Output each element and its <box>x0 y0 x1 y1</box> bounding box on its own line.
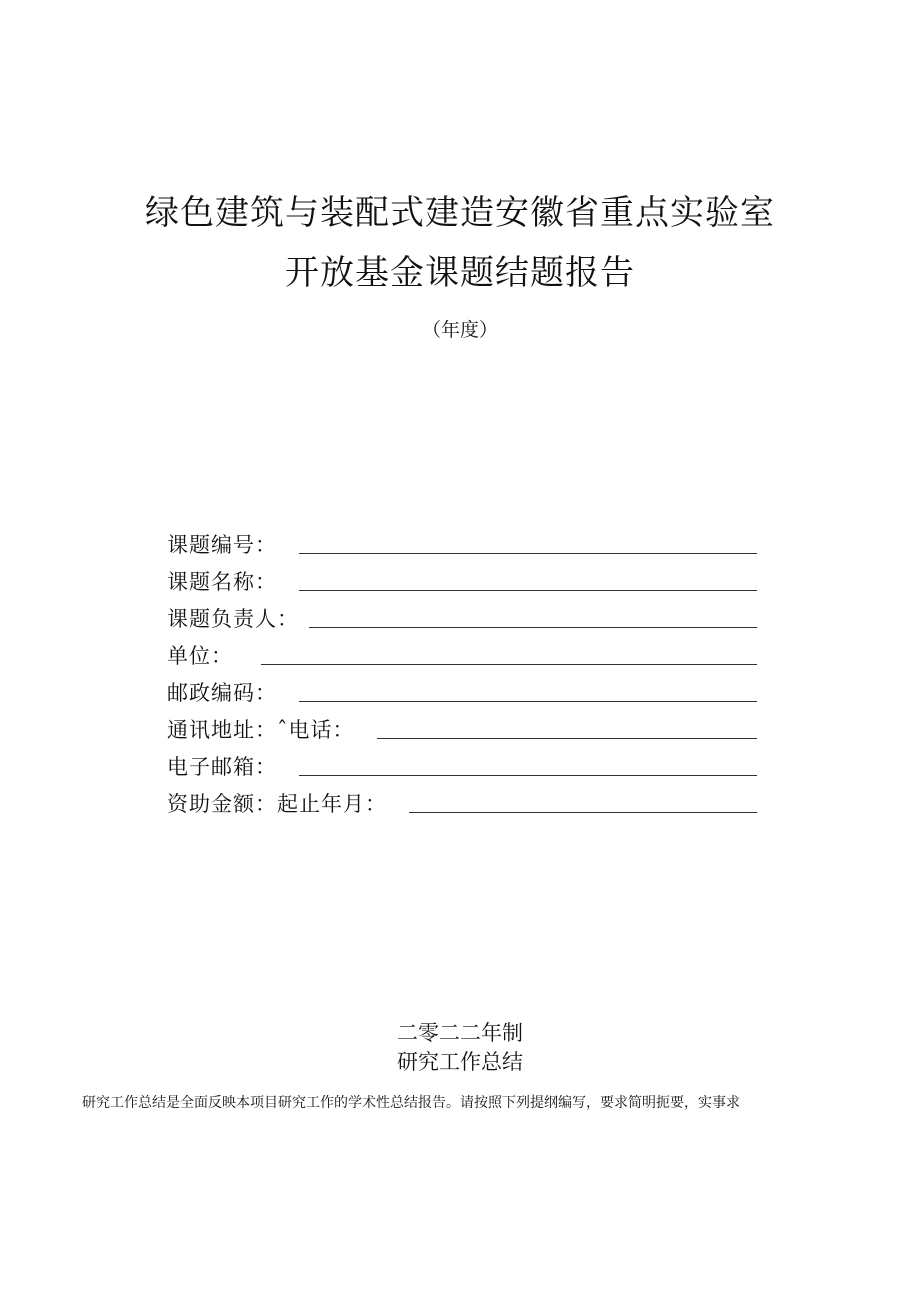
field-postal-code <box>167 674 757 706</box>
made-in-year: 二零二二年制 <box>397 1021 523 1045</box>
field-funding-period <box>167 785 757 817</box>
fill-line-address-phone <box>377 737 758 739</box>
report-year: （年度） <box>421 319 498 341</box>
fill-line-postal-code <box>299 700 757 702</box>
field-label-funding-period: 资助金额：起止年月： <box>167 792 387 816</box>
fill-line-funding-period <box>409 811 757 813</box>
field-label-address-phone: 通讯地址：ˆ电话： <box>167 718 355 742</box>
field-project-leader <box>167 600 757 632</box>
field-label-project-name: 课题名称： <box>167 570 277 594</box>
field-email <box>167 748 757 780</box>
fill-line-project-name <box>299 589 757 591</box>
field-project-name <box>167 563 757 595</box>
fill-line-organization <box>261 663 757 665</box>
report-title-line-1: 绿色建筑与装配式建造安徽省重点实验室 <box>145 193 775 233</box>
field-organization <box>167 637 757 669</box>
field-label-email: 电子邮箱： <box>167 755 277 779</box>
field-label-postal-code: 邮政编码： <box>167 681 277 705</box>
fill-line-email <box>299 774 757 776</box>
field-label-project-leader: 课题负责人： <box>167 607 299 631</box>
report-title-line-2: 开放基金课题结题报告 <box>285 253 635 293</box>
fill-line-project-number <box>299 552 757 554</box>
field-label-project-number: 课题编号： <box>167 533 277 557</box>
summary-text: 研究工作总结是全面反映本项目研究工作的学术性总结报告。请按照下列提纲编写，要求简明扼要，实事求 <box>82 1095 740 1111</box>
fill-line-project-leader <box>309 626 757 628</box>
field-address-phone <box>167 711 757 743</box>
summary-heading: 研究工作总结 <box>397 1050 523 1074</box>
field-label-organization: 单位： <box>167 644 233 668</box>
field-project-number <box>167 526 757 558</box>
